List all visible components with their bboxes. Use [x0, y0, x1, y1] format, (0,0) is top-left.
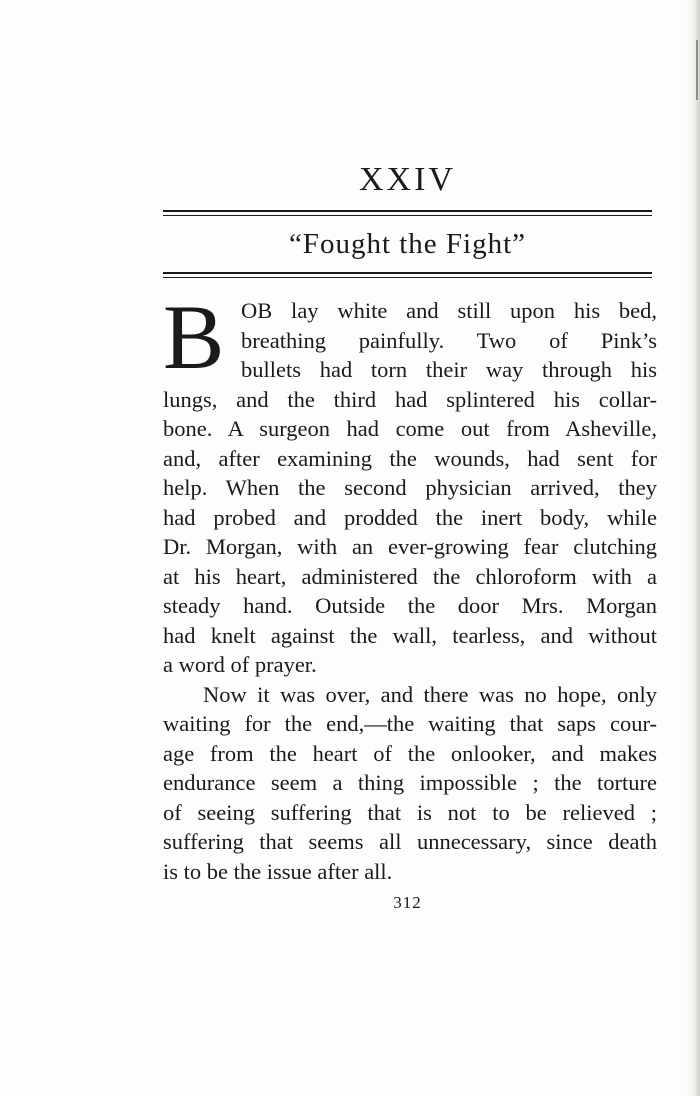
text-line: had knelt against the wall, tearless, and without — [163, 622, 657, 648]
text-line: bone. A surgeon had come out from Asheville, — [163, 416, 657, 441]
text-line: a word of prayer. — [163, 652, 317, 677]
chapter-body — [163, 286, 657, 886]
title-rule-bottom — [163, 272, 652, 278]
text-line: breathing painfully. Two of Pink’s — [241, 327, 657, 353]
text-line: help. When the second physician arrived, they — [163, 475, 657, 500]
text-line: of seeing suffering that is not to be relieved ; — [163, 799, 657, 825]
chapter-number: XXIV — [359, 161, 456, 198]
text-line: lungs, and the third had splintered his collar- — [163, 386, 657, 412]
text-line: and, after examining the wounds, had sent for — [163, 445, 657, 471]
text-line: waiting for the end,—the waiting that saps cour- — [163, 711, 657, 736]
page-number: 312 — [393, 893, 422, 912]
text-line: Now it was over, and there was no hope, only — [203, 681, 657, 707]
text-line: steady hand. Outside the door Mrs. Morgan — [163, 593, 657, 618]
text-line: had probed and prodded the inert body, while — [163, 504, 657, 530]
text-line: endurance seem a thing impossible ; the torture — [163, 770, 657, 795]
drop-cap: B — [163, 286, 225, 388]
text-line: is to be the issue after all. — [163, 858, 393, 884]
text-line: suffering that seems all unnecessary, since death — [163, 829, 657, 854]
text-line: bullets had torn their way through his — [241, 357, 657, 382]
title-rule-top — [163, 210, 652, 216]
chapter-title: “Fought the Fight” — [288, 228, 527, 260]
text-line: at his heart, administered the chloroform with a — [163, 563, 657, 589]
page-edge-mark — [696, 40, 698, 100]
text-line: age from the heart of the onlooker, and makes — [163, 740, 657, 766]
text-line: OB lay white and still upon his bed, — [241, 298, 657, 323]
page-edge-shadow — [686, 0, 700, 1096]
text-line: Dr. Morgan, with an ever-growing fear clutching — [163, 534, 657, 559]
